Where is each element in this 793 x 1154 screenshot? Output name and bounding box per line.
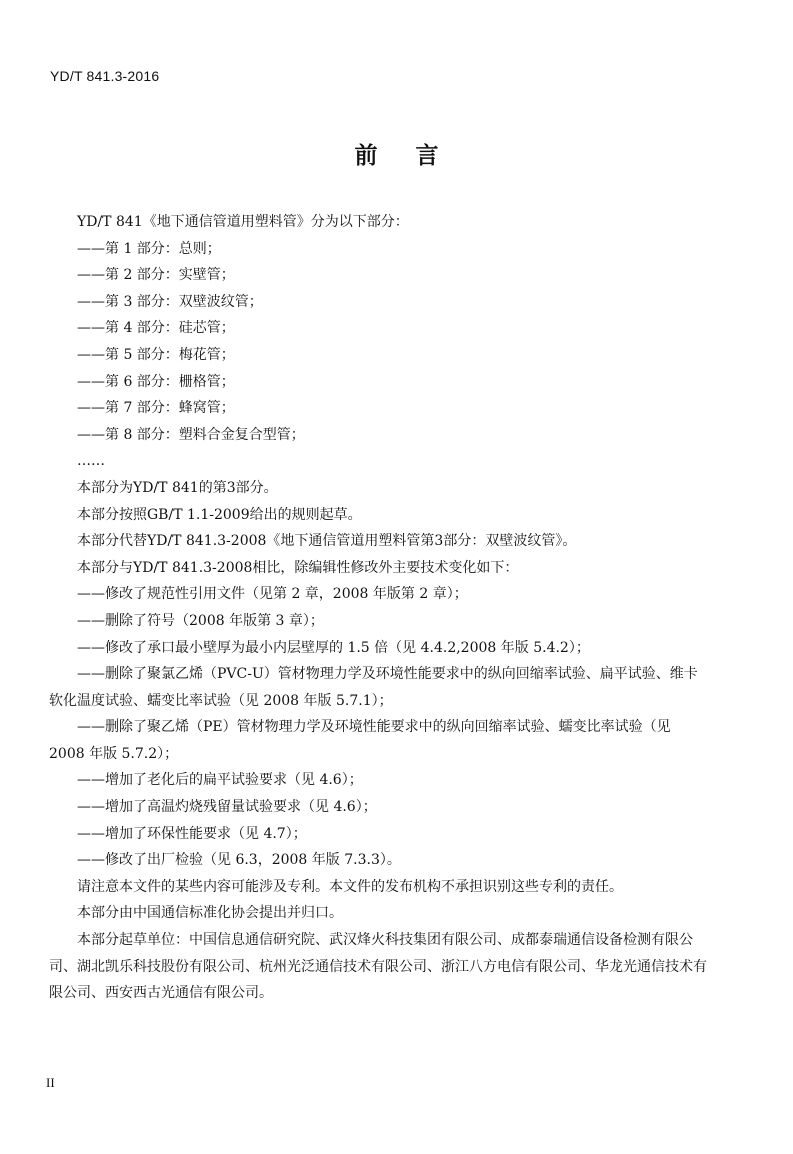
paragraph: 本部分为YD/T 841的第3部分。 [77,479,278,496]
change-item: ——修改了出厂检验（见 6.3，2008 年版 7.3.3）。 [77,852,401,869]
change-item: ——增加了环保性能要求（见 4.7）； [77,825,307,842]
page-number: II [46,1075,55,1090]
change-item: ——增加了老化后的扁平试验要求（见 4.6）； [77,772,363,789]
ellipsis: …… [77,453,105,470]
list-item: ——第 6 部分：栅格管； [77,373,235,390]
paragraph: 本部分与YD/T 841.3-2008相比，除编辑性修改外主要技术变化如下： [77,559,519,576]
paragraph: YD/T 841《地下通信管道用塑料管》分为以下部分： [77,214,409,230]
standard-code: YD/T 841.3-2016 [50,68,160,84]
list-item: ——第 1 部分：总则； [77,240,221,257]
paragraph: 本部分按照GB/T 1.1-2009给出的规则起草。 [77,506,362,523]
change-item: ——修改了承口最小壁厚为最小内层壁厚的 1.5 倍（见 4.4.2,2008 年版 5.4.2）； [77,639,590,656]
list-item: ——第 8 部分：塑料合金复合型管； [77,426,305,443]
list-item: ——第 2 部分：实壁管； [77,267,235,284]
title-char-1: 前 [354,143,378,169]
foreword-body [49,209,709,1007]
paragraph: 本部分代替YD/T 841.3-2008《地下通信管道用塑料管第3部分：双壁波纹管》。 [77,533,577,550]
paragraph: 本部分起草单位：中国信息通信研究院、武汉烽火科技集团有限公司、成都泰瑞通信设备检测有限公司、湖北凯乐科技股份有限公司、杭州光泛通信技术有限公司、浙江八方电信有限公司、华龙光通信技术有限公司、西安西古光通信有限公司。 [49,932,707,1002]
paragraph: 请注意本文件的某些内容可能涉及专利。本文件的发布机构不承担识别这些专利的责任。 [77,878,623,895]
change-item: ——删除了聚氯乙烯（PVC-U）管材物理力学及环境性能要求中的纵向回缩率试验、扁平试验、维卡软化温度试验、蠕变比率试验（见 2008 年版 5.7.1）； [49,666,698,709]
change-item: ——增加了高温灼烧残留量试验要求（见 4.6）； [77,799,377,816]
change-item: ——删除了聚乙烯（PE）管材物理力学及环境性能要求中的纵向回缩率试验、蠕变比率试验（见 2008 年版 5.7.2）； [49,719,671,762]
change-item: ——修改了规范性引用文件（见第 2 章，2008 年版第 2 章）； [77,586,468,603]
paragraph: 本部分由中国通信标准化协会提出并归口。 [77,905,343,922]
list-item: ——第 3 部分：双壁波纹管； [77,293,263,310]
change-item: ——删除了符号（2008 年版第 3 章）； [77,612,324,629]
page-title [0,137,793,170]
title-char-2: 言 [415,143,439,169]
list-item: ——第 5 部分：梅花管； [77,346,235,363]
list-item: ——第 4 部分：硅芯管； [77,320,235,337]
list-item: ——第 7 部分：蜂窝管； [77,400,235,417]
